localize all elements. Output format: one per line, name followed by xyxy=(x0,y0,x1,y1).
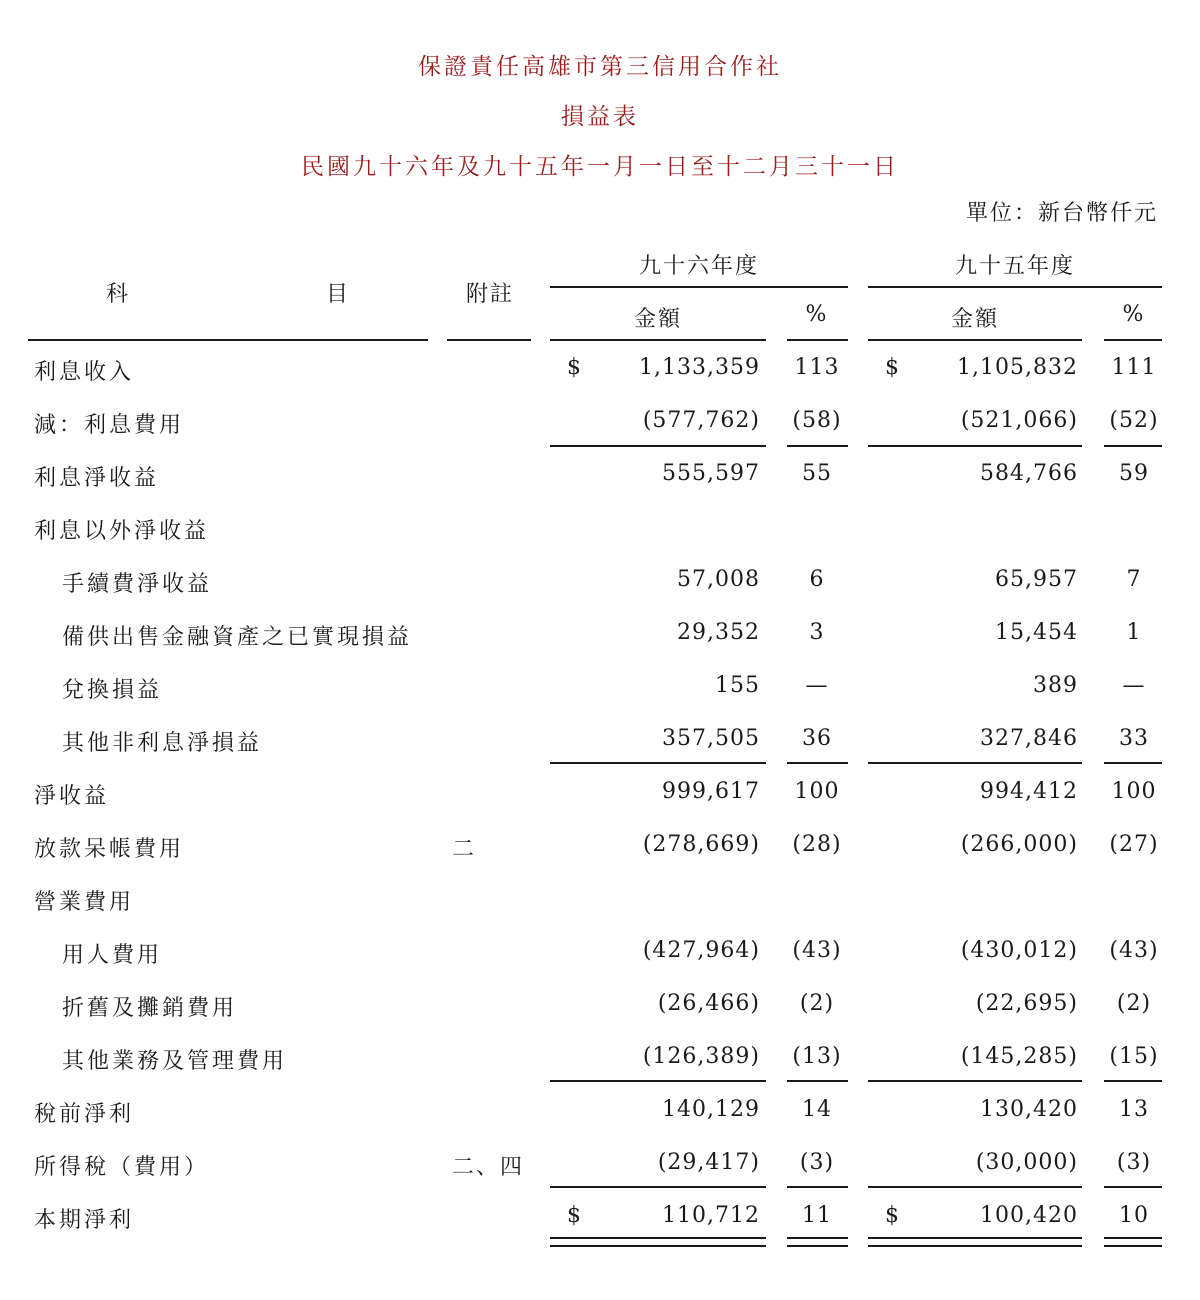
total-double-rule xyxy=(550,1237,766,1247)
statement-row xyxy=(0,779,1200,819)
row-note: 二、四 xyxy=(452,1155,525,1180)
amount-96: (26,466) xyxy=(657,991,760,1016)
percent-96: (13) xyxy=(792,1044,842,1069)
amount-96: (577,762) xyxy=(642,408,760,433)
amount-96: 57,008 xyxy=(677,567,760,592)
amount-96: 357,505 xyxy=(662,726,760,751)
subtotal-rule xyxy=(787,1186,848,1188)
subtotal-rule xyxy=(787,1080,848,1082)
row-label: 利息以外淨收益 xyxy=(34,519,210,544)
amount-95: 130,420 xyxy=(980,1097,1078,1122)
percent-96: (2) xyxy=(799,991,835,1016)
statement-row xyxy=(0,408,1200,448)
row-label: 所得稅（費用） xyxy=(34,1155,210,1180)
subtotal-rule xyxy=(868,762,1082,764)
row-label: 手續費淨收益 xyxy=(62,572,213,597)
subtotal-rule xyxy=(1104,762,1162,764)
subtotal-rule xyxy=(550,1186,766,1188)
year-96-header: 九十六年度 xyxy=(638,254,759,279)
row-label: 放款呆帳費用 xyxy=(34,837,185,862)
statement-row xyxy=(0,832,1200,872)
year-95-rule xyxy=(868,286,1162,288)
subtotal-rule xyxy=(1104,445,1162,447)
statement-row xyxy=(0,1097,1200,1137)
row-label: 備供出售金融資產之已實現損益 xyxy=(62,625,413,650)
row-label: 淨收益 xyxy=(34,784,110,809)
amount-96: 1,133,359 xyxy=(639,355,760,380)
amount-96: 999,617 xyxy=(662,779,760,804)
percent-96: — xyxy=(805,673,829,698)
note-header: 附註 xyxy=(466,282,515,307)
statement-row xyxy=(0,1044,1200,1084)
percent-95: (52) xyxy=(1109,408,1159,433)
percent-95: 33 xyxy=(1119,726,1149,751)
amount-95-header-rule xyxy=(868,339,1082,341)
total-double-rule xyxy=(1104,1237,1162,1247)
subtotal-rule xyxy=(868,1186,1082,1188)
amount-96: 29,352 xyxy=(677,620,760,645)
subtotal-rule xyxy=(550,1080,766,1082)
subtotal-rule xyxy=(550,445,766,447)
percent-96: (28) xyxy=(792,832,842,857)
amount-95: (30,000) xyxy=(975,1150,1078,1175)
currency-unit: 單位：新台幣仟元 xyxy=(965,201,1158,226)
amount-95: 1,105,832 xyxy=(957,355,1078,380)
statement-row xyxy=(0,726,1200,766)
total-double-rule xyxy=(868,1237,1082,1247)
amount-95: 389 xyxy=(1033,673,1078,698)
subtotal-rule xyxy=(1104,1080,1162,1082)
statement-row xyxy=(0,514,1200,554)
percent-95: — xyxy=(1122,673,1146,698)
percent-95: 1 xyxy=(1126,620,1142,645)
row-note: 二 xyxy=(452,837,477,862)
amount-96: 155 xyxy=(715,673,760,698)
percent-96: (43) xyxy=(792,938,842,963)
amount-96: (126,389) xyxy=(642,1044,760,1069)
amount-95: (145,285) xyxy=(960,1044,1078,1069)
statement-title: 損益表 xyxy=(561,104,639,130)
amount-95: 65,957 xyxy=(995,567,1078,592)
amount-96: (29,417) xyxy=(657,1150,760,1175)
percent-95: 100 xyxy=(1111,779,1157,804)
percent-95: (3) xyxy=(1116,1150,1152,1175)
percent-95-header-rule xyxy=(1104,339,1162,341)
row-label: 其他業務及管理費用 xyxy=(62,1049,288,1074)
percent-95: 10 xyxy=(1119,1203,1149,1228)
row-label: 其他非利息淨損益 xyxy=(62,731,263,756)
percent-95-header: % xyxy=(1122,302,1146,327)
year-96-rule xyxy=(550,286,848,288)
subtotal-rule xyxy=(1104,1186,1162,1188)
row-label: 用人費用 xyxy=(62,943,163,968)
statement-row xyxy=(0,620,1200,660)
statement-row xyxy=(0,461,1200,501)
currency-symbol-95: $ xyxy=(885,355,900,380)
percent-96: 14 xyxy=(802,1097,832,1122)
amount-95: 15,454 xyxy=(995,620,1078,645)
percent-95: 111 xyxy=(1111,355,1157,380)
account-header-left: 科 xyxy=(106,282,131,307)
statement-row xyxy=(0,1150,1200,1190)
amount-96: 555,597 xyxy=(662,461,760,486)
percent-95: 13 xyxy=(1119,1097,1149,1122)
amount-96: (278,669) xyxy=(642,832,760,857)
amount-95: (521,066) xyxy=(960,408,1078,433)
amount-95: (22,695) xyxy=(975,991,1078,1016)
statement-row xyxy=(0,567,1200,607)
amount-95: 584,766 xyxy=(980,461,1078,486)
row-label: 本期淨利 xyxy=(34,1208,135,1233)
note-header-rule xyxy=(447,339,531,341)
percent-96: 11 xyxy=(802,1203,832,1228)
amount-96-header: 金額 xyxy=(633,307,682,332)
account-header-rule xyxy=(28,339,428,341)
subtotal-rule xyxy=(787,762,848,764)
amount-95-header: 金額 xyxy=(950,307,999,332)
percent-96: (3) xyxy=(799,1150,835,1175)
percent-96: 113 xyxy=(794,355,840,380)
percent-96: (58) xyxy=(792,408,842,433)
subtotal-rule xyxy=(787,445,848,447)
row-label: 折舊及攤銷費用 xyxy=(62,996,238,1021)
account-header-right: 目 xyxy=(326,282,351,307)
subtotal-rule xyxy=(868,1080,1082,1082)
currency-symbol-95: $ xyxy=(885,1203,900,1228)
subtotal-rule xyxy=(550,762,766,764)
amount-96: 140,129 xyxy=(662,1097,760,1122)
statement-row xyxy=(0,938,1200,978)
statement-row xyxy=(0,991,1200,1031)
percent-96: 100 xyxy=(794,779,840,804)
currency-symbol-96: $ xyxy=(567,1203,582,1228)
currency-symbol-96: $ xyxy=(567,355,582,380)
percent-95: (15) xyxy=(1109,1044,1159,1069)
percent-96-header-rule xyxy=(787,339,848,341)
percent-95: 59 xyxy=(1119,461,1149,486)
percent-96-header: % xyxy=(805,302,829,327)
row-label: 兌換損益 xyxy=(62,678,163,703)
amount-95: (430,012) xyxy=(960,938,1078,963)
percent-96: 36 xyxy=(802,726,832,751)
statement-period: 民國九十六年及九十五年一月一日至十二月三十一日 xyxy=(301,154,899,180)
amount-96: 110,712 xyxy=(662,1203,760,1228)
amount-95: 994,412 xyxy=(980,779,1078,804)
subtotal-rule xyxy=(868,445,1082,447)
statement-row xyxy=(0,885,1200,925)
amount-95: 327,846 xyxy=(980,726,1078,751)
row-label: 營業費用 xyxy=(34,890,135,915)
amount-95: 100,420 xyxy=(980,1203,1078,1228)
row-label: 稅前淨利 xyxy=(34,1102,135,1127)
year-95-header: 九十五年度 xyxy=(954,254,1075,279)
row-label: 利息淨收益 xyxy=(34,466,160,491)
amount-96: (427,964) xyxy=(642,938,760,963)
percent-96: 55 xyxy=(802,461,832,486)
percent-95: 7 xyxy=(1126,567,1142,592)
statement-row xyxy=(0,355,1200,395)
total-double-rule xyxy=(787,1237,848,1247)
percent-95: (27) xyxy=(1109,832,1159,857)
percent-95: (43) xyxy=(1109,938,1159,963)
percent-96: 3 xyxy=(809,620,825,645)
row-label: 減：利息費用 xyxy=(34,413,185,438)
amount-96-header-rule xyxy=(550,339,766,341)
percent-96: 6 xyxy=(809,567,825,592)
statement-row xyxy=(0,673,1200,713)
company-name: 保證責任高雄市第三信用合作社 xyxy=(418,54,782,80)
row-label: 利息收入 xyxy=(34,360,135,385)
amount-95: (266,000) xyxy=(960,832,1078,857)
percent-95: (2) xyxy=(1116,991,1152,1016)
